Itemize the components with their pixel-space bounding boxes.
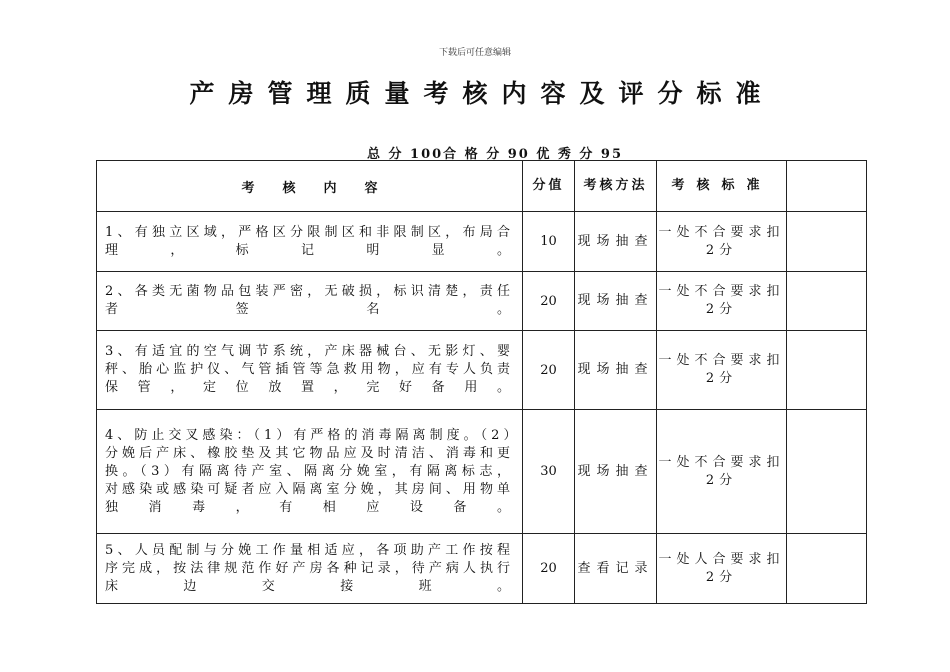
row-score: 20 <box>523 534 575 604</box>
score-summary: 总 分 100合 格 分 90 优 秀 分 95 <box>366 147 624 162</box>
row-score: 20 <box>523 331 575 410</box>
row-method: 现场抽查 <box>575 272 657 331</box>
header-method: 考核方法 <box>575 161 657 212</box>
header-score: 分值 <box>523 161 575 212</box>
header-blank-cell <box>787 161 867 212</box>
header-standard: 考核标准 <box>657 161 787 212</box>
row-blank-cell <box>787 212 867 272</box>
row-standard: 一处不合要求扣2分 <box>657 212 787 272</box>
row-content: 3、有适宜的空气调节系统，产床器械台、无影灯、婴秤、胎心监护仪、气管插管等急救用物，应有专人负责保管，定位放置，完好备用。 <box>97 331 523 410</box>
row-content: 1、有独立区域，严格区分限制区和非限制区，布局合理，标记明显。 <box>97 212 523 272</box>
table-header-row <box>97 161 867 212</box>
row-blank-cell <box>787 534 867 604</box>
document-title: 产房管理质量考核内容及评分标准 <box>189 79 775 108</box>
table-row <box>97 331 867 410</box>
row-method: 现场抽查 <box>575 331 657 410</box>
row-blank-cell <box>787 331 867 410</box>
header-note: 下载后可任意编辑 <box>438 48 511 58</box>
row-standard: 一处不合要求扣2分 <box>657 410 787 534</box>
row-content: 5、人员配制与分娩工作量相适应，各项助产工作按程序完成，按法律规范作好产房各种记录，待产病人执行床边交接班。 <box>97 534 523 604</box>
row-content: 2、各类无菌物品包装严密，无破损，标识清楚，责任者签名。 <box>97 272 523 331</box>
row-score: 10 <box>523 212 575 272</box>
row-blank-cell <box>787 410 867 534</box>
table-row <box>97 272 867 331</box>
row-standard: 一处人合要求扣2分 <box>657 534 787 604</box>
row-score: 30 <box>523 410 575 534</box>
row-standard: 一处不合要求扣2分 <box>657 331 787 410</box>
table-row <box>97 212 867 272</box>
row-standard: 一处不合要求扣2分 <box>657 272 787 331</box>
assessment-table <box>96 160 867 604</box>
row-method: 查看记录 <box>575 534 657 604</box>
header-content: 考核内容 <box>97 161 523 212</box>
row-method: 现场抽查 <box>575 410 657 534</box>
table-row <box>97 410 867 534</box>
row-method: 现场抽查 <box>575 212 657 272</box>
table-row <box>97 534 867 604</box>
row-score: 20 <box>523 272 575 331</box>
row-blank-cell <box>787 272 867 331</box>
row-content: 4、防止交叉感染：（1）有严格的消毒隔离制度。（2）分娩后产床、橡胶垫及其它物品应及时清洁、消毒和更换。（3）有隔离待产室、隔离分娩室，有隔离标志，对感染或感染可疑者应入隔离室分娩，其房间、用物单独消毒，有相应设备。 <box>97 410 523 534</box>
